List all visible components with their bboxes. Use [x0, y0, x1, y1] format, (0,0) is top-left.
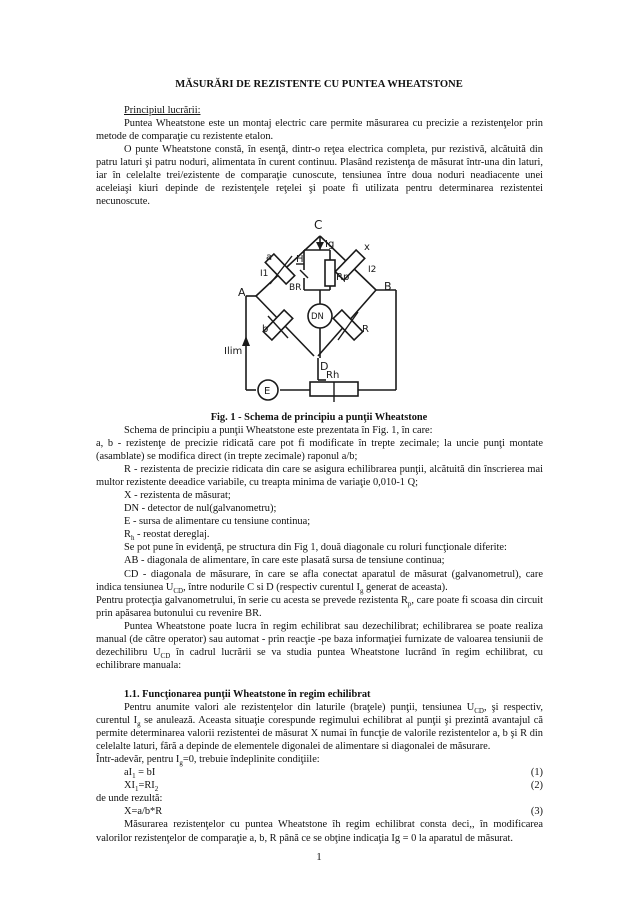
desc-l10-c: , între nodurile C si D (respectiv curentul I: [183, 581, 360, 593]
button-br: [296, 264, 308, 278]
desc-l10-sub2: g: [359, 586, 364, 595]
section-heading: 1.1. Funcţionarea punţii Wheatstone în regim echilibrat: [124, 689, 371, 700]
desc-line-8: Se pot pune în evidenţă, pe structura din Fig 1, două diagonale cu roluri funcţionale diferite:: [124, 542, 507, 554]
circuit-labels: [224, 218, 392, 397]
label-i2: I2: [368, 265, 377, 275]
eq1-a: aI: [124, 767, 133, 779]
label-d: D: [320, 360, 329, 373]
eq2-a: XI: [124, 780, 135, 792]
intro-paragraph-2: O punte Wheatstone constă, în esenţă, dintr-o reţea electrica completa, pur rezistivă, alcătuită din patru laturi şi patru noduri, alimentata în curent continuu. Plasând rezistenţa de măsurat într-una din laturi, iar în celelalte trei/ezistente de comparaţie cunoscute, tensiunea între doua noduri neadiacente unei aceleiaşi kiuri depinde de rezistenţele reţelei şi poate fi utilizata pentru determinarea rezistentei necunoscute.: [96, 144, 543, 208]
intro-section: [96, 104, 543, 208]
equation-1: [96, 766, 543, 779]
sec-p1-sub1: CD: [474, 707, 484, 716]
page-number: 1: [316, 851, 322, 863]
sec-p1-sub2: g: [137, 720, 141, 729]
result-text: de unde rezultă:: [96, 793, 163, 805]
desc-line-11: [96, 594, 543, 620]
desc-l7-c: - reostat dereglaj.: [134, 529, 210, 541]
desc-l10-e: generat de aceasta).: [363, 581, 448, 593]
sec-p1-a: Pentru anumite valori ale rezistenţelor din laturile (braţele) punţii, tensiunea U: [124, 702, 475, 714]
eq2-sub2: 2: [154, 785, 159, 794]
equation-2: [96, 779, 543, 792]
desc-l11-c: , care poate fi scoasa din circuit prin apăsarea butonului cu revenire BR.: [96, 594, 543, 619]
circuit-svg: [222, 216, 418, 410]
label-dn: DN: [311, 312, 324, 322]
sec-p2-sub: g: [179, 759, 183, 768]
eq1-sub: 1: [132, 772, 136, 781]
desc-l12-c: în cadrul lucrării se va studia puntea Wheatstone lucrând în regim echilibrat, cu echilibrare manuala:: [96, 646, 544, 671]
figure-caption: Fig. 1 - Schema de principiu a punţii Wheatstone: [210, 412, 428, 423]
desc-line-12: [96, 620, 543, 672]
desc-l12-a: Puntea Wheatstone poate lucra în regim echilibrat sau dezechilibrat; echilibrarea se poate realiza manual (de către operator) sau automat - prin reacţie -pe baza informaţiei furnizate de valoarea tensiunii de dezechilibru U: [96, 620, 543, 658]
label-ig: Ig: [325, 239, 335, 250]
label-c: C: [314, 218, 323, 232]
desc-l11-a: Pentru protecţia galvanometrului, în serie cu acesta se prevede rezistenta R: [96, 594, 408, 606]
sec-p1-e: se anulează. Aceasta situaţie corespunde regimului echilibrat al punţii şi prezintă avantajul că permite determinarea valorii rezistentei de măsurat X numai în funcţie de valorile rezistentelor a, b şi R din celelalte laturi, fără a depinde de elementele digonalei de alimentare si diagonalei de măsurare.: [96, 715, 543, 753]
label-rh: Rh: [326, 370, 340, 381]
sec-p1-c: , şi respectiv, curentul I: [96, 702, 543, 727]
desc-line-9: AB - diagonala de alimentare, în care este plasată sursa de tensiune continua;: [124, 555, 445, 567]
label-e: E: [264, 386, 271, 397]
description-section: [96, 424, 543, 672]
current-arrow: [242, 336, 250, 346]
equation-1-body: [124, 766, 155, 779]
sec-p2-c: =0, trebuie îndeplinite condiţiile:: [182, 754, 320, 766]
eq2-sub1: 1: [134, 785, 139, 794]
desc-l10-a: CD - diagonala de măsurare, în care se afla conectat aparatul de măsurat (galvanometrul), care indica tensiunea U: [96, 568, 543, 593]
desc-line-1: Schema de principiu a punţii Wheatstone este prezentata în Fig. 1, în care:: [124, 425, 433, 436]
sec-p2-a: Într-adevăr, pentru I: [96, 754, 180, 766]
section-1-1: [96, 688, 543, 845]
desc-l11-sub: p: [407, 599, 412, 608]
label-br: BR: [289, 283, 302, 293]
desc-l10-sub1: CD: [173, 586, 184, 595]
equation-2-body: [124, 779, 158, 792]
equation-3-number: (3): [530, 806, 543, 818]
label-i1: I1: [260, 269, 269, 279]
section-paragraph-3: Măsurarea rezistenţelor cu puntea Wheatstone îh regim echilibrat consta deci,, în modificarea valorilor rezistenţelor de comparaţie a, b, R până ce se obţine indicaţia Ig = 0 la aparatul de măsurat.: [96, 819, 543, 844]
intro-paragraph-1: Puntea Wheatstone este un montaj electric care permite măsurarea cu precizie a rezistenţelor prin metode de comparaţie cu rezistente etalon.: [96, 118, 543, 143]
desc-line-6: E - sursa de alimentare cu tensiune continua;: [124, 516, 311, 528]
label-ilim: Ilim: [224, 346, 243, 357]
desc-l12-sub: CD: [160, 651, 171, 660]
equation-3-body: X=a/b*R: [124, 806, 163, 818]
label-h: H: [296, 254, 304, 265]
resistor-rp: [325, 260, 335, 286]
desc-line-4: X - rezistenta de măsurat;: [124, 490, 231, 502]
equation-3: [96, 805, 543, 818]
equation-1-number: (1): [530, 767, 543, 779]
desc-line-5: DN - detector de nul(galvanometru);: [124, 503, 277, 515]
label-r: R: [362, 324, 369, 335]
desc-line-3: R - rezistenta de precizie ridicata din care se asigura echilibrarea punţii, alcătuită din înscrierea mai multor rezistente deeadice variabile, cu treapta minima de variaţie 0,010-1 Q;: [96, 464, 543, 489]
section-paragraph-1: [96, 701, 543, 753]
ig-arrow: [316, 242, 324, 250]
desc-l7-a: R: [124, 529, 131, 541]
label-a: a: [266, 252, 273, 263]
equation-2-number: (2): [530, 780, 543, 792]
eq1-c: = bI: [135, 767, 156, 779]
label-x: x: [364, 242, 370, 253]
desc-line-7: [96, 528, 543, 541]
desc-line-2: a, b - rezistenţe de precizie ridicată care pot fi modificate în trepte zecimale; la uncie punţi montate (asamblate) se modifica direct (in trepte zecimale) raponul a/b;: [96, 438, 543, 463]
desc-line-10: [96, 568, 543, 594]
wheatstone-diagram: [222, 216, 418, 410]
desc-l7-sub: h: [130, 534, 135, 543]
label-b-node: B: [384, 280, 392, 293]
document-title: MĂSURĂRI DE REZISTENTE CU PUNTEA WHEATSTONE: [175, 79, 463, 90]
eq2-c: =RI: [138, 780, 155, 792]
intro-heading: Principiul lucrării:: [124, 105, 201, 116]
label-rp: Rp: [336, 272, 350, 283]
section-paragraph-2: [96, 753, 543, 766]
label-b: b: [262, 324, 269, 335]
label-a-node: A: [238, 286, 246, 299]
